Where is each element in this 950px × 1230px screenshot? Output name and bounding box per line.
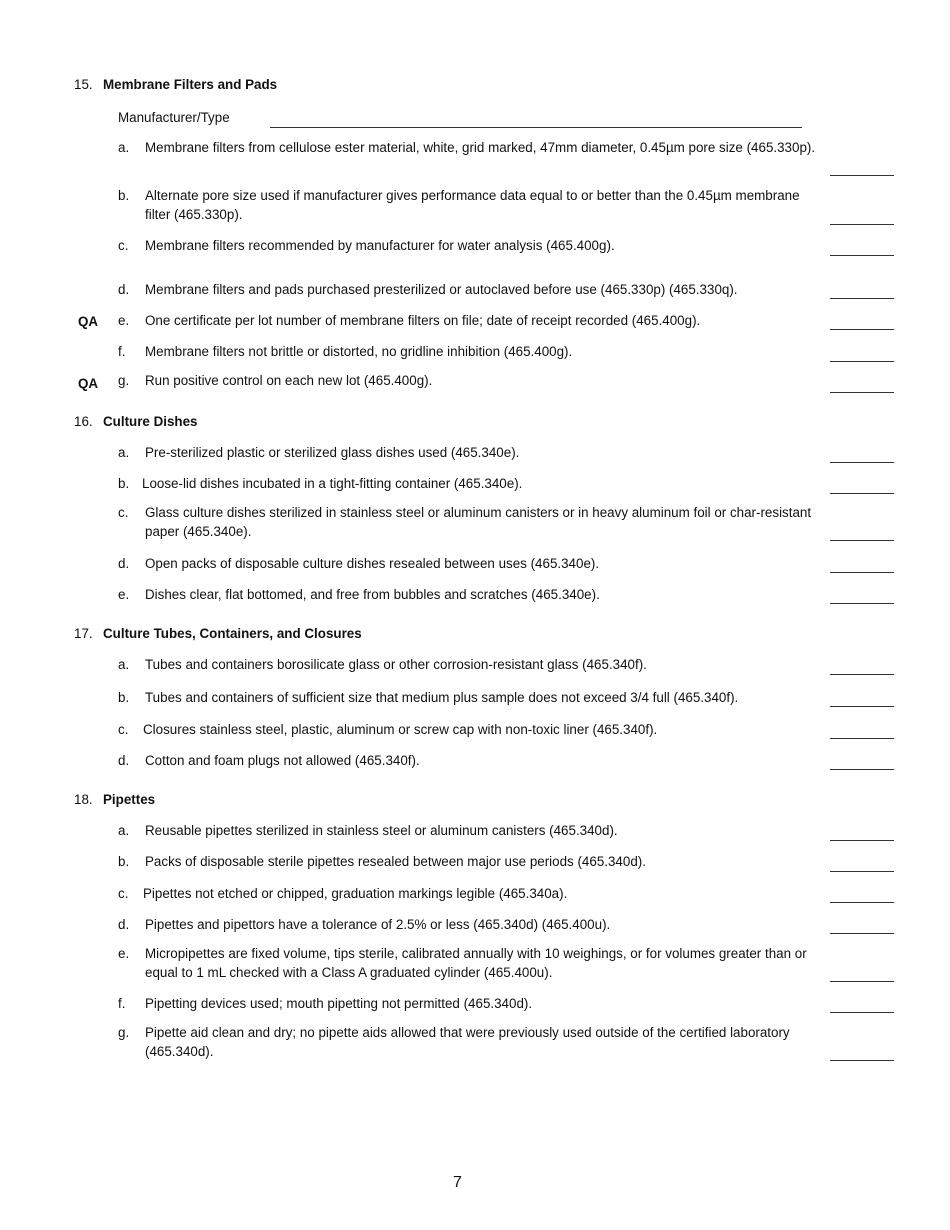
item-letter: a. <box>118 823 130 838</box>
item-letter: d. <box>118 282 130 297</box>
item-text: Run positive control on each new lot (465.400g). <box>145 373 433 388</box>
item-text: Alternate pore size used if manufacturer gives performance data equal to or better than the 0.45µm membrane filter (465.330p). <box>145 188 800 222</box>
item-text: Dishes clear, flat bottomed, and free from bubbles and scratches (465.340e). <box>145 587 600 602</box>
page-number: 7 <box>453 1174 462 1191</box>
answer-line[interactable] <box>830 603 894 604</box>
answer-line[interactable] <box>830 329 894 330</box>
qa-marker: QA <box>78 314 99 329</box>
item-text: Packs of disposable sterile pipettes resealed between major use periods (465.340d). <box>145 854 646 869</box>
item-text: Pipettes and pipettors have a tolerance of 2.5% or less (465.340d) (465.400u). <box>145 917 611 932</box>
item-letter: c. <box>118 886 129 901</box>
item-letter: b. <box>118 188 130 203</box>
answer-line[interactable] <box>830 738 894 739</box>
answer-line[interactable] <box>830 1012 894 1013</box>
answer-line[interactable] <box>830 902 894 903</box>
item-letter: e. <box>118 587 130 602</box>
answer-line[interactable] <box>830 361 894 362</box>
section-number: 17. <box>74 626 93 641</box>
item-text: Closures stainless steel, plastic, aluminum or screw cap with non-toxic liner (465.340f). <box>143 722 658 737</box>
item-text: Membrane filters and pads purchased presterilized or autoclaved before use (465.330p) (465.330q). <box>145 282 738 297</box>
section-title: Pipettes <box>103 792 156 807</box>
answer-line[interactable] <box>830 706 894 707</box>
qa-marker: QA <box>78 376 99 391</box>
answer-line[interactable] <box>830 298 894 299</box>
item-letter: b. <box>118 854 130 869</box>
section-number: 16. <box>74 414 93 429</box>
section-number: 15. <box>74 77 93 92</box>
answer-line[interactable] <box>830 392 894 393</box>
item-text: Loose-lid dishes incubated in a tight-fitting container (465.340e). <box>142 476 523 491</box>
item-text: Pipetting devices used; mouth pipetting not permitted (465.340d). <box>145 996 533 1011</box>
answer-line[interactable] <box>830 933 894 934</box>
item-text: Pre-sterilized plastic or sterilized glass dishes used (465.340e). <box>145 445 520 460</box>
section-number: 18. <box>74 792 93 807</box>
item-letter: f. <box>118 344 126 359</box>
item-letter: d. <box>118 556 130 571</box>
item-letter: c. <box>118 505 129 520</box>
item-text: Membrane filters from cellulose ester material, white, grid marked, 47mm diameter, 0.45µm pore size (465.330p). <box>145 140 816 155</box>
item-letter: b. <box>118 690 130 705</box>
item-text: Open packs of disposable culture dishes resealed between uses (465.340e). <box>145 556 600 571</box>
answer-line[interactable] <box>830 540 894 541</box>
item-text: One certificate per lot number of membrane filters on file; date of receipt recorded (465.400g). <box>145 313 701 328</box>
answer-line[interactable] <box>830 224 894 225</box>
item-letter: d. <box>118 753 130 768</box>
item-letter: a. <box>118 657 130 672</box>
item-letter: e. <box>118 313 130 328</box>
item-letter: f. <box>118 996 126 1011</box>
answer-line[interactable] <box>830 175 894 176</box>
answer-line[interactable] <box>830 871 894 872</box>
item-text: Membrane filters not brittle or distorted, no gridline inhibition (465.400g). <box>145 344 573 359</box>
section-title: Culture Tubes, Containers, and Closures <box>103 626 362 641</box>
section-title: Culture Dishes <box>103 414 198 429</box>
answer-line[interactable] <box>830 769 894 770</box>
item-text: Pipettes not etched or chipped, graduation markings legible (465.340a). <box>143 886 568 901</box>
section-title: Membrane Filters and Pads <box>103 77 278 92</box>
item-letter: b. <box>118 476 130 491</box>
item-letter: g. <box>118 1025 130 1040</box>
item-text: Cotton and foam plugs not allowed (465.340f). <box>145 753 420 768</box>
item-letter: d. <box>118 917 130 932</box>
item-letter: e. <box>118 946 130 961</box>
item-text: Tubes and containers of sufficient size that medium plus sample does not exceed 3/4 full (465.340f). <box>145 690 739 705</box>
item-text: Micropipettes are fixed volume, tips sterile, calibrated annually with 10 weighings, or for volumes greater than or equal to 1 mL checked with a Class A graduated cylinder (465.400u). <box>145 946 807 980</box>
answer-line[interactable] <box>830 462 894 463</box>
manufacturer-type-label: Manufacturer/Type <box>118 110 230 125</box>
item-letter: g. <box>118 373 130 388</box>
item-text: Tubes and containers borosilicate glass or other corrosion-resistant glass (465.340f). <box>145 657 647 672</box>
item-text: Glass culture dishes sterilized in stainless steel or aluminum canisters or in heavy aluminum foil or char-resistant paper (465.340e). <box>145 505 812 539</box>
answer-line[interactable] <box>830 674 894 675</box>
answer-line[interactable] <box>830 493 894 494</box>
manufacturer-type-field[interactable] <box>270 127 802 128</box>
item-letter: a. <box>118 445 130 460</box>
answer-line[interactable] <box>830 981 894 982</box>
answer-line[interactable] <box>830 255 894 256</box>
item-letter: c. <box>118 238 129 253</box>
answer-line[interactable] <box>830 1060 894 1061</box>
item-text: Membrane filters recommended by manufacturer for water analysis (465.400g). <box>145 238 615 253</box>
item-letter: c. <box>118 722 129 737</box>
answer-line[interactable] <box>830 572 894 573</box>
item-letter: a. <box>118 140 130 155</box>
item-text: Reusable pipettes sterilized in stainless steel or aluminum canisters (465.340d). <box>145 823 618 838</box>
answer-line[interactable] <box>830 840 894 841</box>
item-text: Pipette aid clean and dry; no pipette aids allowed that were previously used outside of the certified laboratory (465.340d). <box>145 1025 790 1059</box>
